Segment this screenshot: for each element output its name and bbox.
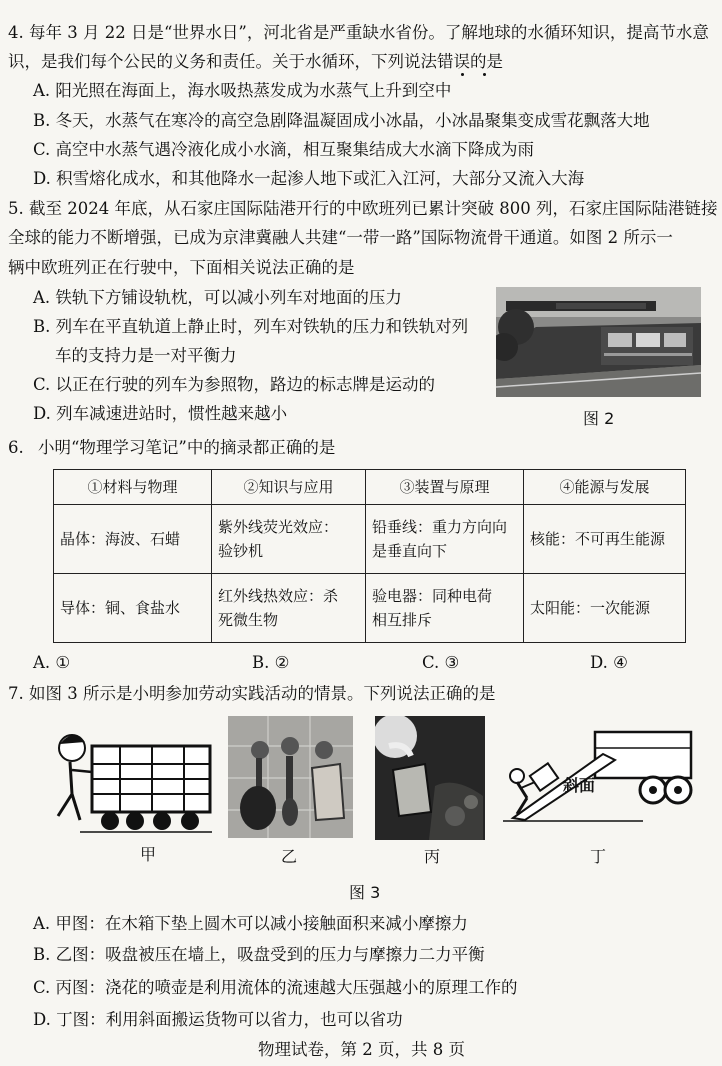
q5-stem-line3: 辆中欧班列正在行驶中，下面相关说法正确的是 <box>8 258 355 277</box>
figure-yi-label: 乙 <box>281 847 298 866</box>
emphasis-dot <box>461 73 464 76</box>
study-notes-table <box>53 469 686 643</box>
figure-3-caption: 图 3 <box>349 883 381 902</box>
figure-yi-suction-photo <box>228 716 353 838</box>
table-cell: 导体：铜、食盐水 <box>54 574 212 643</box>
table-header: ②知识与应用 <box>212 470 366 505</box>
q6-option-a: A. ① <box>33 653 71 672</box>
q6-option-d: D. ④ <box>590 653 628 672</box>
emphasis-dot <box>483 73 486 76</box>
figure-ding-label: 丁 <box>590 847 607 866</box>
q5-option-b-line2: 车的支持力是一对平衡力 <box>55 346 237 365</box>
q4-stem-line1: 4. 每年 3 月 22 日是“世界水日”，河北省是严重缺水省份。了解地球的水循环知识，提高节水意 <box>8 23 709 42</box>
page-footer: 物理试卷，第 2 页，共 8 页 <box>258 1040 465 1059</box>
slope-label: 斜面 <box>563 776 596 795</box>
q6-option-c: C. ③ <box>422 653 460 672</box>
q5-option-d: D. 列车减速进站时，惯性越来越小 <box>33 404 288 423</box>
table-cell: 验电器：同种电荷 相互排斥 <box>366 574 524 643</box>
q4-option-a: A. 阳光照在海面上，海水吸热蒸发成为水蒸气上升到空中 <box>33 81 452 100</box>
q7-option-a: A. 甲图：在木箱下垫上圆木可以减小接触面积来减小摩擦力 <box>33 914 468 933</box>
figure-2-caption: 图 2 <box>583 409 615 428</box>
figure-jia-label: 甲 <box>140 845 157 864</box>
figure-bing-sprayer-photo <box>375 716 485 840</box>
q7-option-c: C. 丙图：浇花的喷壶是利用流体的流速越大压强越小的原理工作的 <box>33 978 518 997</box>
table-cell: 晶体：海波、石蜡 <box>54 505 212 574</box>
figure-ding-ramp-drawing <box>503 718 693 838</box>
q4-option-b: B. 冬天，水蒸气在寒冷的高空急剧降温凝固成小冰晶，小冰晶聚集变成雪花飘落大地 <box>33 111 650 130</box>
q7-option-d: D. 丁图：利用斜面搬运货物可以省力，也可以省功 <box>33 1010 403 1029</box>
figure-jia-crate-drawing <box>40 724 215 836</box>
table-row <box>54 505 686 574</box>
q4-option-d: D. 积雪熔化成水，和其他降水一起渗人地下或汇入江河，大部分又流入大海 <box>33 169 585 188</box>
table-cell: 核能：不可再生能源 <box>524 505 686 574</box>
table-header: ③装置与原理 <box>366 470 524 505</box>
q4-option-c: C. 高空中水蒸气遇冷液化成小水滴，相互聚集结成大水滴下降成为雨 <box>33 140 535 159</box>
figure-bing-label: 丙 <box>424 847 441 866</box>
table-row <box>54 574 686 643</box>
q6-number: 6. <box>8 438 24 457</box>
table-cell: 太阳能：一次能源 <box>524 574 686 643</box>
q5-stem-line1: 5. 截至 2024 年底，从石家庄国际陆港开行的中欧班列已累计突破 800 列，石家庄国际陆港链接 <box>8 199 718 218</box>
table-header: ①材料与物理 <box>54 470 212 505</box>
train-photo <box>496 287 701 397</box>
q7-option-b: B. 乙图：吸盘被压在墙上，吸盘受到的压力与摩擦力二力平衡 <box>33 945 485 964</box>
table-header-row <box>54 470 686 505</box>
q5-option-b-line1: B. 列车在平直轨道上静止时，列车对铁轨的压力和铁轨对列 <box>33 317 469 336</box>
table-cell: 铅垂线：重力方向向 是垂直向下 <box>366 505 524 574</box>
q5-option-a: A. 铁轨下方铺设轨枕，可以减小列车对地面的压力 <box>33 288 402 307</box>
q5-stem-line2: 全球的能力不断增强，已成为京津冀融人共建“一带一路”国际物流骨干通道。如图 2 所示一 <box>8 228 673 247</box>
q6-option-b: B. ② <box>252 653 290 672</box>
table-cell: 紫外线荧光效应： 验钞机 <box>212 505 366 574</box>
table-cell: 红外线热效应：杀 死微生物 <box>212 574 366 643</box>
q4-stem-line2: 识，是我们每个公民的义务和责任。关于水循环，下列说法错误的是 <box>8 52 503 71</box>
q5-option-c: C. 以正在行驶的列车为参照物，路边的标志牌是运动的 <box>33 375 436 394</box>
table-header: ④能源与发展 <box>524 470 686 505</box>
q6-stem: 小明“物理学习笔记”中的摘录都正确的是 <box>38 438 336 457</box>
q7-stem: 7. 如图 3 所示是小明参加劳动实践活动的情景。下列说法正确的是 <box>8 684 496 703</box>
